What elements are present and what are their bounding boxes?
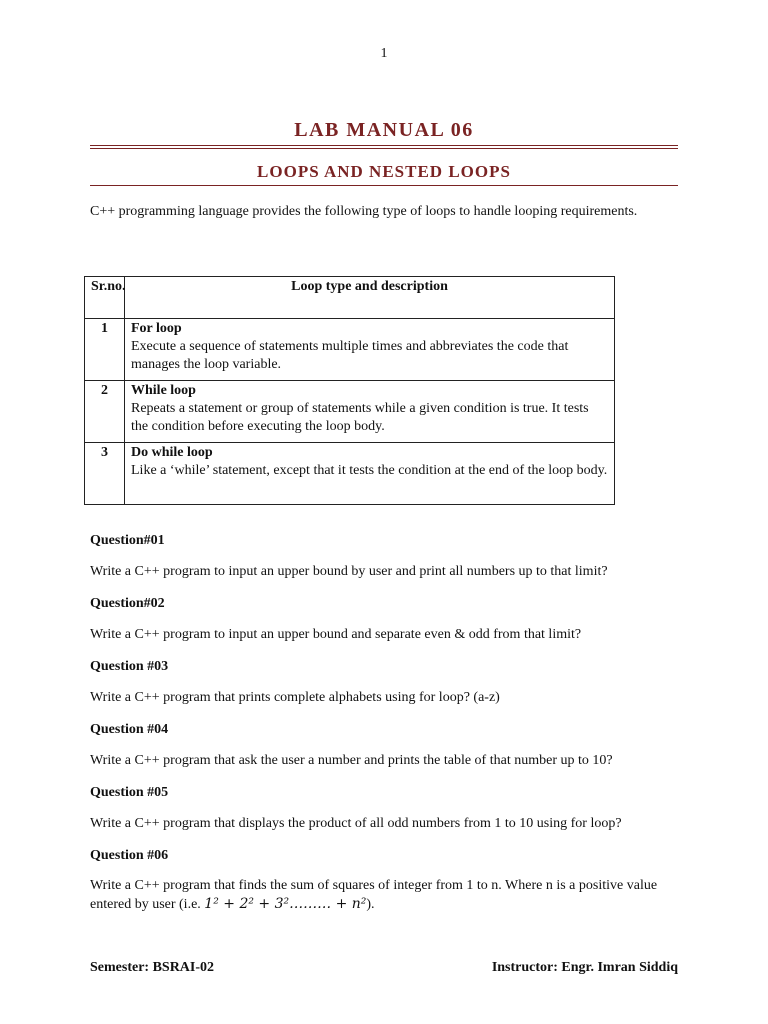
question-heading: Question #06 (90, 848, 169, 863)
intro-paragraph: C++ programming language provides the following type of loops to handle looping requirements. (90, 204, 638, 219)
loop-name: For loop (131, 321, 182, 336)
question-text-main: Write a C++ program that finds the sum of squares of integer from 1 to n. Where n is a positive value entered by user (i.e. (90, 878, 658, 912)
row-content (125, 443, 615, 505)
loop-name: While loop (131, 383, 196, 398)
row-number: 3 (85, 443, 125, 505)
page-title: LAB MANUAL 06 (294, 119, 474, 141)
loop-description: Like a ‘while’ statement, except that it tests the condition at the end of the loop body. (131, 463, 608, 478)
loop-name: Do while loop (131, 445, 213, 460)
row-number: 2 (85, 381, 125, 443)
footer-instructor: Instructor: Engr. Imran Siddiq (491, 960, 678, 975)
row-content (125, 381, 615, 443)
question-text: Write a C++ program to input an upper bound and separate even & odd from that limit? (90, 627, 582, 642)
question-heading: Question #05 (90, 785, 169, 800)
question-heading: Question #03 (90, 659, 169, 674)
page-subtitle: LOOPS AND NESTED LOOPS (257, 162, 511, 181)
question-heading: Question#01 (90, 533, 165, 548)
sum-of-squares-formula: 1² + 2² + 3²……… + n² (204, 896, 367, 912)
loop-description: Execute a sequence of statements multiple times and abbreviates the code that manages the loop variable. (131, 339, 569, 372)
header-srno: Sr.no. (85, 277, 125, 319)
question-heading: Question#02 (90, 596, 165, 611)
question-heading: Question #04 (90, 722, 169, 737)
loop-types-table (84, 276, 615, 505)
page-number: 1 (380, 46, 388, 61)
loop-description: Repeats a statement or group of statements while a given condition is true. It tests the condition before executing the loop body. (131, 401, 589, 434)
table-header-row (85, 277, 615, 319)
footer-semester: Semester: BSRAI-02 (90, 960, 215, 975)
header-loop-type: Loop type and description (125, 277, 615, 319)
question-text-tail: ). (366, 897, 375, 912)
row-number: 1 (85, 319, 125, 381)
question-text: Write a C++ program that prints complete alphabets using for loop? (a-z) (90, 690, 500, 705)
subtitle-rule (90, 185, 678, 186)
question-text (90, 876, 690, 914)
table-row (85, 443, 615, 505)
question-text: Write a C++ program that displays the product of all odd numbers from 1 to 10 using for loop? (90, 816, 622, 831)
table-row (85, 319, 615, 381)
questions-section (90, 530, 690, 914)
question-text: Write a C++ program to input an upper bound by user and print all numbers up to that limit? (90, 564, 608, 579)
table-row (85, 381, 615, 443)
row-content (125, 319, 615, 381)
title-double-rule (90, 145, 678, 149)
question-text: Write a C++ program that ask the user a number and prints the table of that number up to 10? (90, 753, 613, 768)
